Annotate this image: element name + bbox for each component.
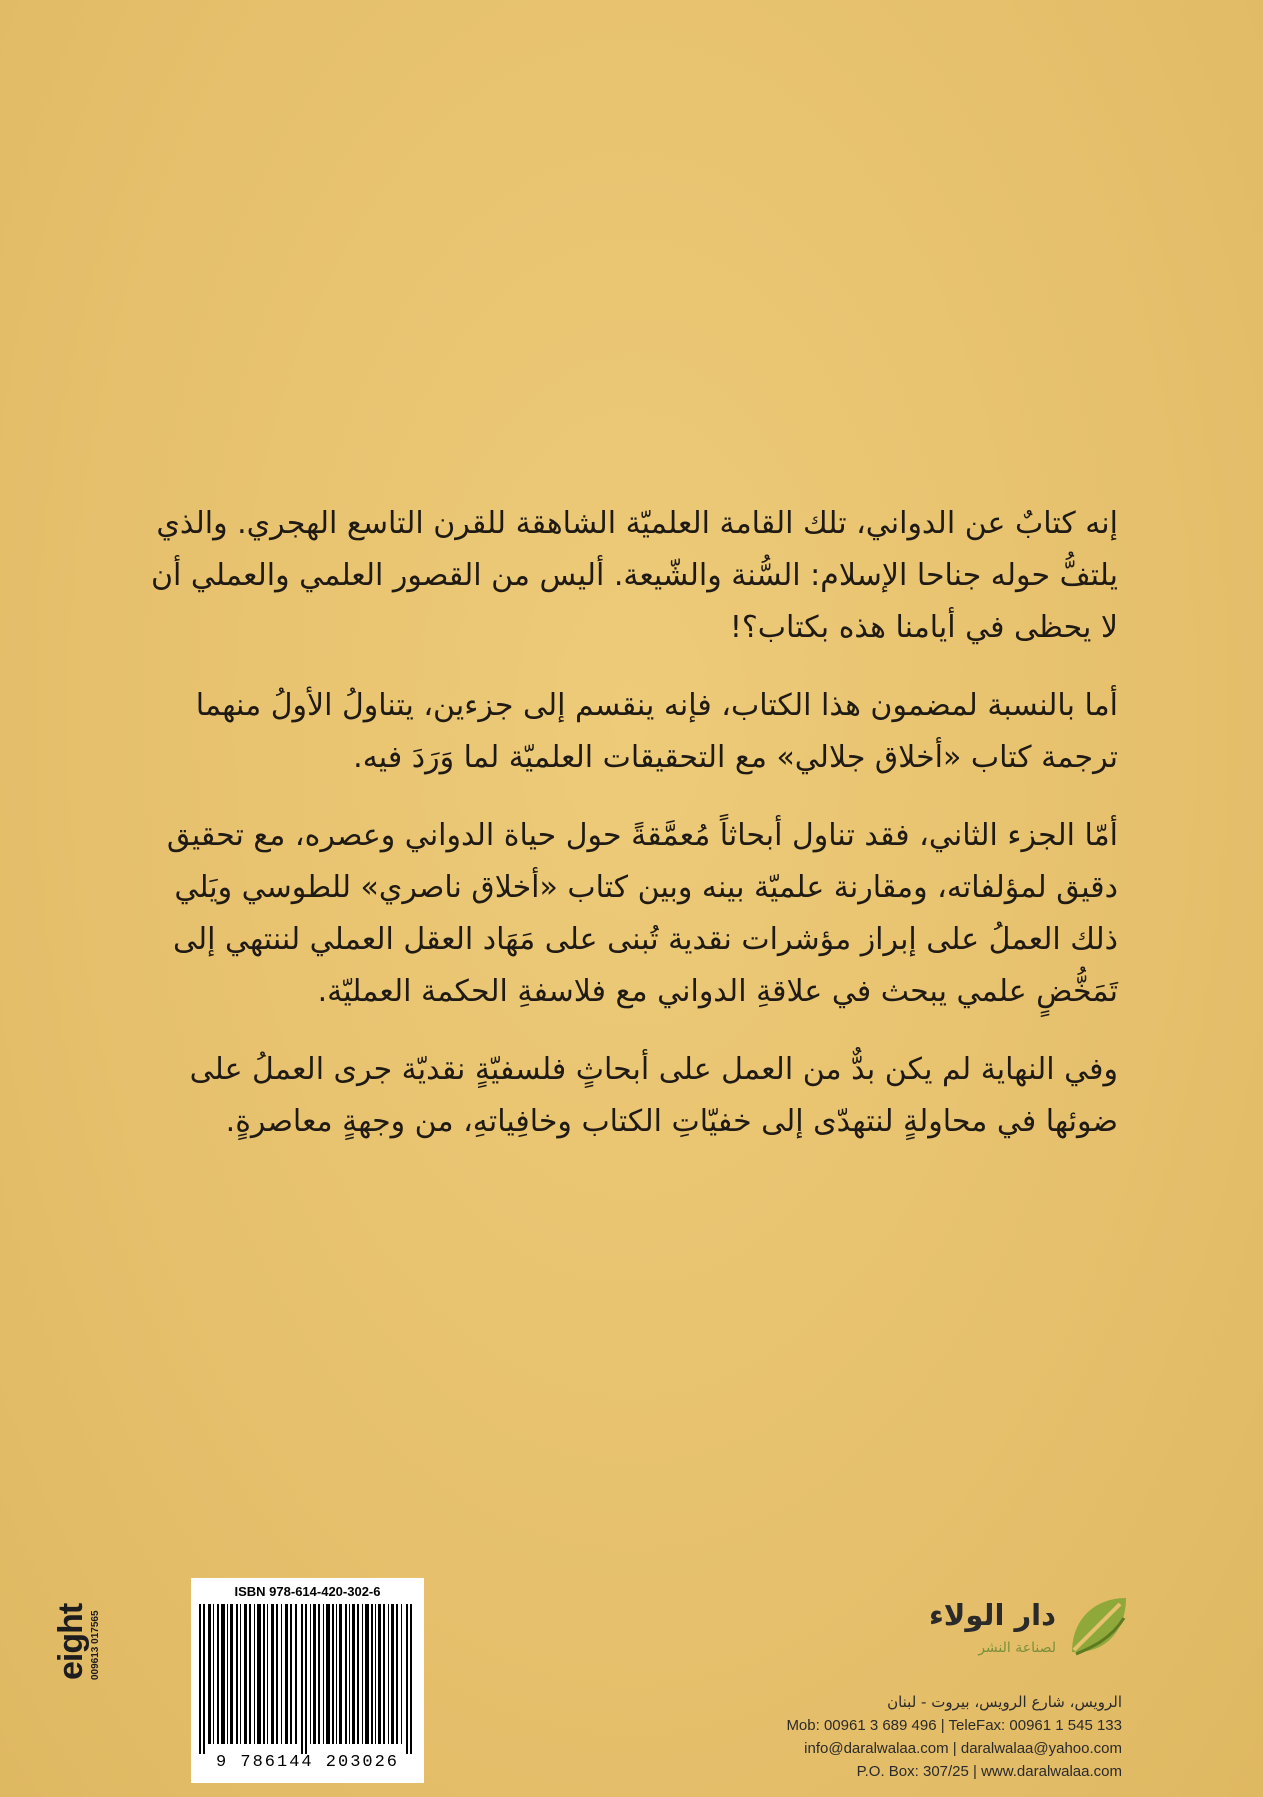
publisher-phones: Mob: 00961 3 689 496 | TeleFax: 00961 1 545 133 (786, 1717, 1122, 1734)
barcode-bars (197, 1604, 418, 1754)
publisher-address: الرويس، شارع الرويس، بيروت - لبنان (887, 1693, 1122, 1711)
isbn-label: ISBN 978-614-420-302-6 (234, 1584, 381, 1599)
blurb-paragraph-2: أما بالنسبة لمضمون هذا الكتاب، فإنه ينقسم إلى جزءين، يتناولُ الأولُ منهما ترجمة كتاب «أخلاق جلالي» مع التحقيقات العلميّة لما وَرَدَ فيه. (195, 688, 1118, 775)
isbn-barcode (191, 1578, 424, 1783)
blurb-paragraph-1: إنه كتابٌ عن الدواني، تلك القامة العلميّة الشاهقة للقرن التاسع الهجري. والذي يلتفُّ حوله جناحا الإسلام: السُّنة والشّيعة. أليس من القصور العلمي والعملي أن لا يحظى في أيامنا هذه بكتاب؟! (150, 506, 1118, 645)
distributor-logo: eight (52, 1603, 90, 1680)
barcode-digits: 9 786144 203026 (215, 1753, 400, 1772)
distributor-code: 009613 017565 (90, 1610, 101, 1680)
publisher-leaf-icon (1064, 1592, 1134, 1662)
publisher-name: دار الولاء (928, 1598, 1056, 1632)
publisher-emails: info@daralwalaa.com | daralwalaa@yahoo.com (804, 1740, 1122, 1757)
blurb-paragraph-4: وفي النهاية لم يكن بدٌّ من العمل على أبحاثٍ فلسفيّةٍ نقديّة جرى العملُ على ضوئها في محاولةٍ لنتهدّى إلى خفيّاتِ الكتاب وخافِياتهِ، من وجهةٍ معاصرةٍ. (189, 1052, 1118, 1139)
publisher-tagline: لصناعة النشر (978, 1640, 1056, 1656)
blurb-text (150, 498, 1118, 1174)
blurb-paragraph-3: أمّا الجزء الثاني، فقد تناول أبحاثاً مُعمَّقةً حول حياة الدواني وعصره، مع تحقيق دقيق لمؤلفاته، ومقارنة علميّة بينه وبين كتاب «أخلاق ناصري» للطوسي ويَلي ذلك العملُ على إبراز مؤشرات نقدية تُبنى على مَهَاد العقل العملي لننتهي إلى تَمَخُّضٍ علمي يبحث في علاقةِ الدواني مع فلاسفةِ الحكمة العمليّة. (166, 818, 1118, 1009)
distributor-mark (52, 1590, 101, 1680)
publisher-contact (620, 1691, 1122, 1783)
publisher-web: P.O. Box: 307/25 | www.daralwalaa.com (856, 1763, 1122, 1780)
